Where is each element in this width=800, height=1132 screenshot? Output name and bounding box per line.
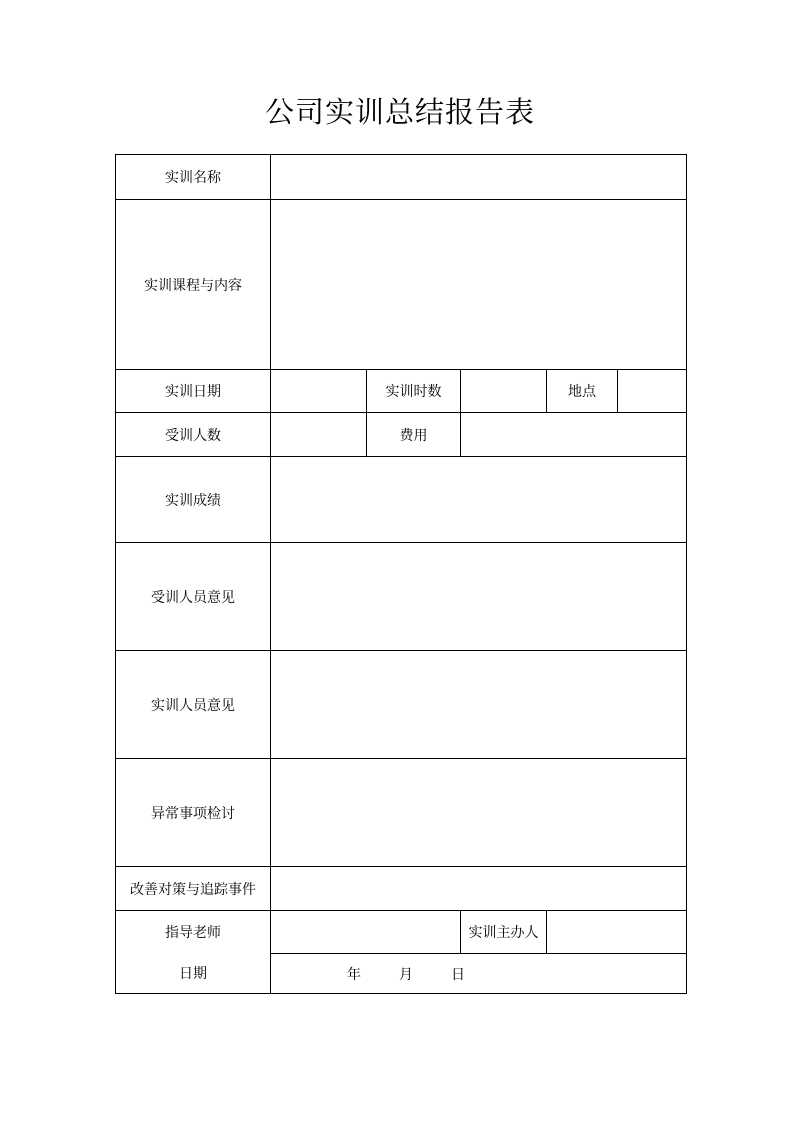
row-trainer-opinion: [116, 651, 687, 759]
improvement-label: 改善对策与追踪事件: [116, 867, 271, 911]
trainer-opinion-label: 实训人员意见: [116, 651, 271, 759]
row-date: [116, 954, 687, 994]
row-anomaly-review: [116, 759, 687, 867]
row-date-hours-location: [116, 370, 687, 413]
trainer-opinion-field[interactable]: [271, 651, 687, 759]
training-date-field[interactable]: [271, 370, 367, 413]
instructor-label: 指导老师: [116, 911, 271, 954]
training-hours-field[interactable]: [461, 370, 547, 413]
organizer-label: 实训主办人: [461, 911, 547, 954]
training-results-field[interactable]: [271, 457, 687, 543]
location-label: 地点: [547, 370, 618, 413]
row-training-results: [116, 457, 687, 543]
row-course-content: [116, 200, 687, 370]
day-label: 日: [451, 966, 465, 983]
training-date-label: 实训日期: [116, 370, 271, 413]
training-name-label: 实训名称: [116, 155, 271, 200]
row-trainee-opinion: [116, 543, 687, 651]
date-label: 日期: [116, 954, 271, 994]
location-field[interactable]: [618, 370, 687, 413]
page-title: 公司实训总结报告表: [264, 95, 535, 129]
course-content-field[interactable]: [271, 200, 687, 370]
cost-label: 费用: [367, 413, 461, 457]
instructor-field[interactable]: [271, 911, 461, 954]
training-hours-label: 实训时数: [367, 370, 461, 413]
training-name-field[interactable]: [271, 155, 687, 200]
organizer-field[interactable]: [547, 911, 687, 954]
trainee-count-field[interactable]: [271, 413, 367, 457]
training-results-label: 实训成绩: [116, 457, 271, 543]
trainee-opinion-field[interactable]: [271, 543, 687, 651]
trainee-count-label: 受训人数: [116, 413, 271, 457]
row-count-cost: [116, 413, 687, 457]
cost-field[interactable]: [461, 413, 687, 457]
row-training-name: [116, 155, 687, 200]
date-field[interactable]: [271, 954, 687, 994]
anomaly-review-label: 异常事项检讨: [116, 759, 271, 867]
month-label: 月: [399, 966, 413, 983]
improvement-field[interactable]: [271, 867, 687, 911]
year-label: 年: [347, 966, 361, 983]
row-instructor-organizer: [116, 911, 687, 954]
row-improvement: [116, 867, 687, 911]
training-report-form: [115, 154, 687, 994]
course-content-label: 实训课程与内容: [116, 200, 271, 370]
trainee-opinion-label: 受训人员意见: [116, 543, 271, 651]
anomaly-review-field[interactable]: [271, 759, 687, 867]
